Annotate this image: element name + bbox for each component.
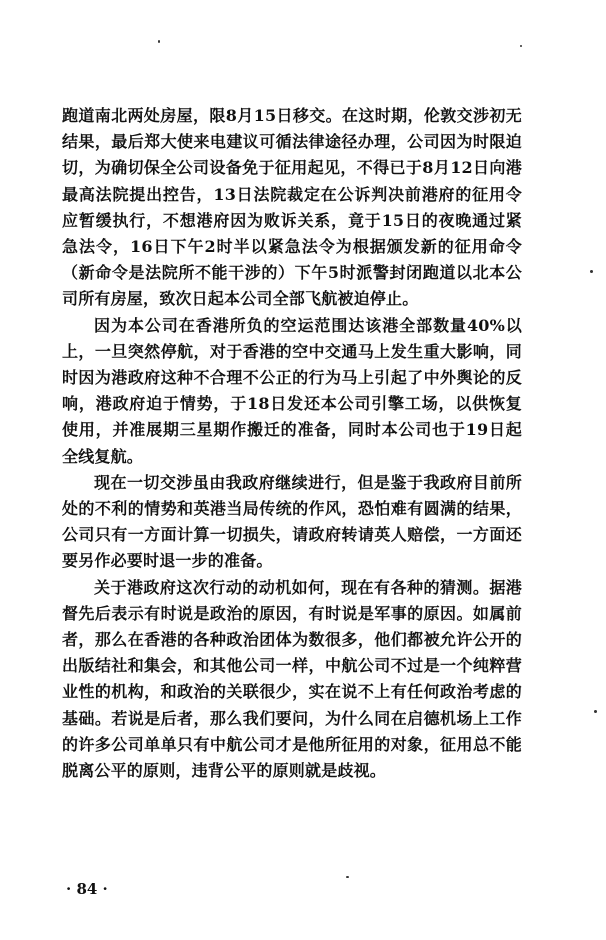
body-text [62, 103, 522, 784]
paragraph-airlift-share: 因为本公司在香港所负的空运范围达该港全部数量40%以上，一旦突然停航，对于香港的空中交通马上发生重大影响，同时因为港政府这种不合理不公正的行为马上引起了中外舆论的反响，港政府迫于情势，于18日发还本公司引擎工场，以供恢复使用，并准展期三星期作搬迁的准备，同时本公司也于19日起全线复航。 [62, 315, 522, 466]
scan-speck [520, 45, 522, 47]
scan-speck [594, 710, 597, 713]
paragraph-continued: 跑道南北两处房屋，限8月15日移交。在这时期，伦敦交涉初无结果，最后郑大使来电建议可循法律途径办理，公司因为时限迫切，为确切保全公司设备免于征用起见，不得已于8月12日向港最高法院提出控告，13日法院裁定在公诉判决前港府的征用令应暂缓执行，不想港府因为败诉关系，竟于15日的夜晚通过紧急法令，16日下午2时半以紧急法令为根据颁发新的征用命令（新命令是法院所不能干涉的）下午5时派警封闭跑道以北本公司所有房屋，致次日起本公司全部飞航被迫停止。 [62, 106, 522, 309]
scan-speck [590, 270, 593, 273]
page-number: · 84 · [66, 880, 108, 898]
paragraph-motives: 关于港政府这次行动的动机如何，现在有各种的猜测。据港督先后表示有时说是政治的原因，有时说是军事的原因。如属前者，那么在香港的各种政治团体为数很多，他们都被允许公开的出版结社和集会，和其他公司一样，中航公司不过是一个纯粹营业性的机构，和政治的关联很少，实在说不上有任何政治考虑的基础。若说是后者，那么我们要问，为什么同在启德机场上工作的许多公司单单只有中航公司才是他所征用的对象，征用总不能脱离公平的原则，违背公平的原则就是歧视。 [62, 577, 522, 781]
scan-speck [158, 40, 160, 43]
scan-speck [346, 876, 349, 878]
paragraph-negotiations: 现在一切交涉虽由我政府继续进行，但是鉴于我政府目前所处的不利的情势和英港当局传统的作风，恐怕难有圆满的结果，公司只有一方面计算一切损失，请政府转请英人赔偿，一方面还要另作必要时退一步的准备。 [62, 472, 522, 571]
